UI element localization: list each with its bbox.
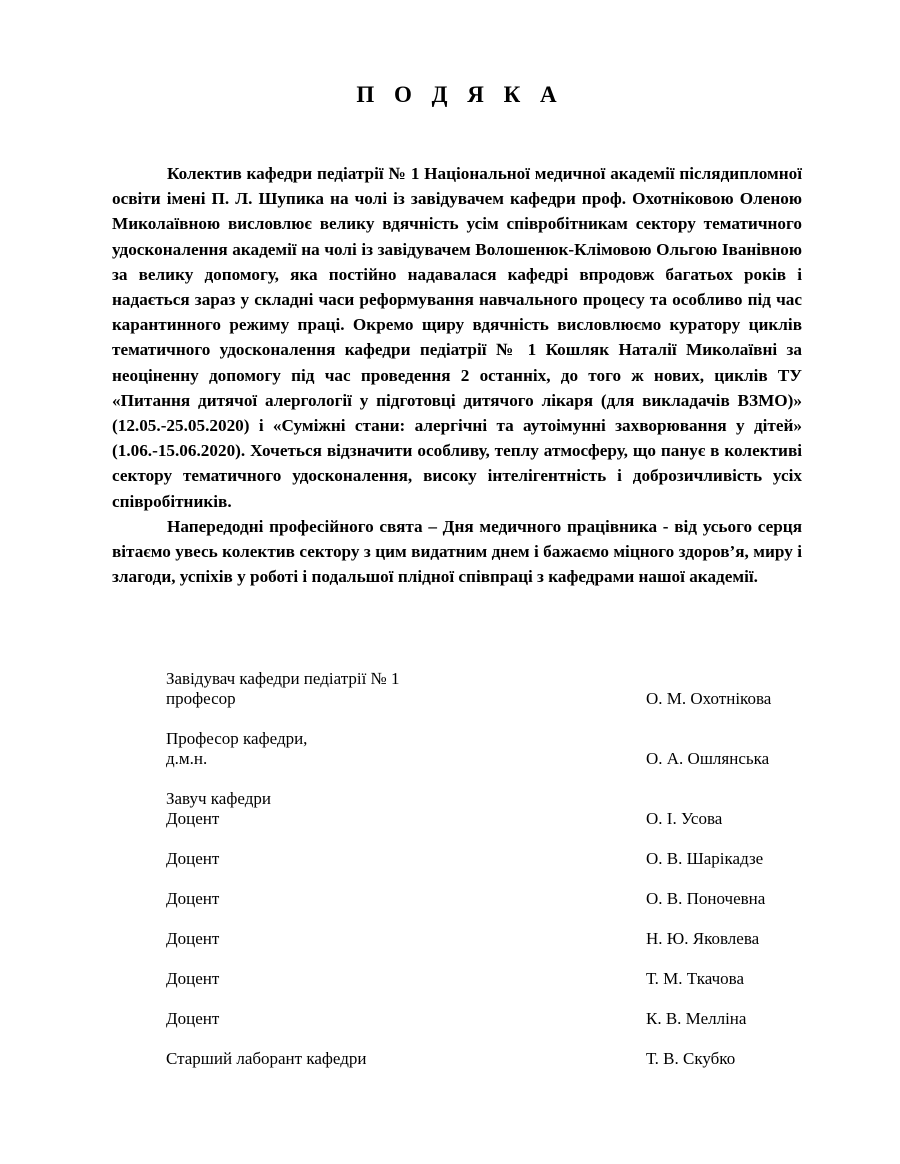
signature-name: О. В. Поночевна (646, 889, 766, 908)
paragraph-greeting: Напередодні професійного свята – Дня медичного працівника - від усього серця вітаємо увесь колектив сектору з цим видатним днем і бажаємо міцного здоров’я, миру і злагоди, успіхів у роботі і подальшої плідної співпраці з кафедрами нашої академії. (112, 516, 802, 587)
signature-row (166, 889, 816, 909)
signature-row (166, 789, 816, 829)
signature-name: Т. М. Ткачова (646, 969, 745, 988)
signature-name: О. В. Шарікадзе (646, 849, 764, 868)
signature-row (166, 929, 816, 949)
paragraph-gratitude: Колектив кафедри педіатрії № 1 Національної медичної академії післядипломної освіти імені П. Л. Шупика на чолі із завідувачем кафедри проф. Охотніковою Оленою Миколаївною висловлює велику вдячність усім співробітникам сектору тематичного удосконалення академії на чолі із завідувачем Волошенюк-Клімовою Ольгою Іванівною за велику допомогу, яка постійно надавалася кафедрі впродовж багатьох років і надається зараз у складні часи реформування навчального процесу та особливо під час карантинного режиму праці. Окремо щиру вдячність висловлюємо куратору циклів тематичного удосконалення кафедри педіатрії № 1 Кошляк Наталії Миколаївні за неоціненну допомогу під час проведення 2 останніх, до того ж нових, циклів ТУ «Питання дитячої алергології у підготовці дитячого лікаря (для викладачів ВЗМО)» (12.05.-25.05.2020) і «Суміжні стани: алергічні та аутоімунні захворювання у дітей» (1.06.-15.06.2020). Хочеться відзначити особливу, теплу атмосферу, що панує в колективі сектору тематичного удосконалення, високу інтелігентність і доброзичливість усіх співробітників. (112, 164, 802, 511)
document-title: П О Д Я К А (356, 82, 564, 107)
signature-role (166, 669, 636, 709)
signature-row (166, 669, 816, 709)
signature-role (166, 1049, 636, 1069)
signature-role (166, 1009, 636, 1029)
signature-name: О. І. Усова (646, 809, 723, 828)
signature-name: О. А. Ошлянська (646, 749, 770, 768)
letter-body (112, 161, 802, 589)
signature-name: О. М. Охотнікова (646, 689, 772, 708)
signature-role (166, 969, 636, 989)
role-line: Завуч кафедри (166, 789, 271, 808)
role-line: Старший лаборант кафедри (166, 1049, 367, 1068)
role-line: професор (166, 689, 236, 708)
role-line: Доцент (166, 889, 220, 908)
role-line: Доцент (166, 809, 220, 828)
signature-row (166, 1009, 816, 1029)
signature-role (166, 789, 636, 829)
signature-row (166, 849, 816, 869)
signature-block (166, 669, 816, 1089)
signature-name: К. В. Мелліна (646, 1009, 747, 1028)
role-line: Завідувач кафедри педіатрії № 1 (166, 669, 400, 688)
role-line: Професор кафедри, (166, 729, 308, 748)
signature-row (166, 969, 816, 989)
signature-name: Т. В. Скубко (646, 1049, 736, 1068)
signature-role (166, 849, 636, 869)
signature-role (166, 929, 636, 949)
signature-role (166, 889, 636, 909)
signature-name: Н. Ю. Яковлева (646, 929, 760, 948)
signature-row (166, 729, 816, 769)
role-line: Доцент (166, 969, 220, 988)
signature-role (166, 729, 636, 769)
role-line: д.м.н. (166, 749, 208, 768)
role-line: Доцент (166, 849, 220, 868)
role-line: Доцент (166, 1009, 220, 1028)
signature-row (166, 1049, 816, 1069)
role-line: Доцент (166, 929, 220, 948)
